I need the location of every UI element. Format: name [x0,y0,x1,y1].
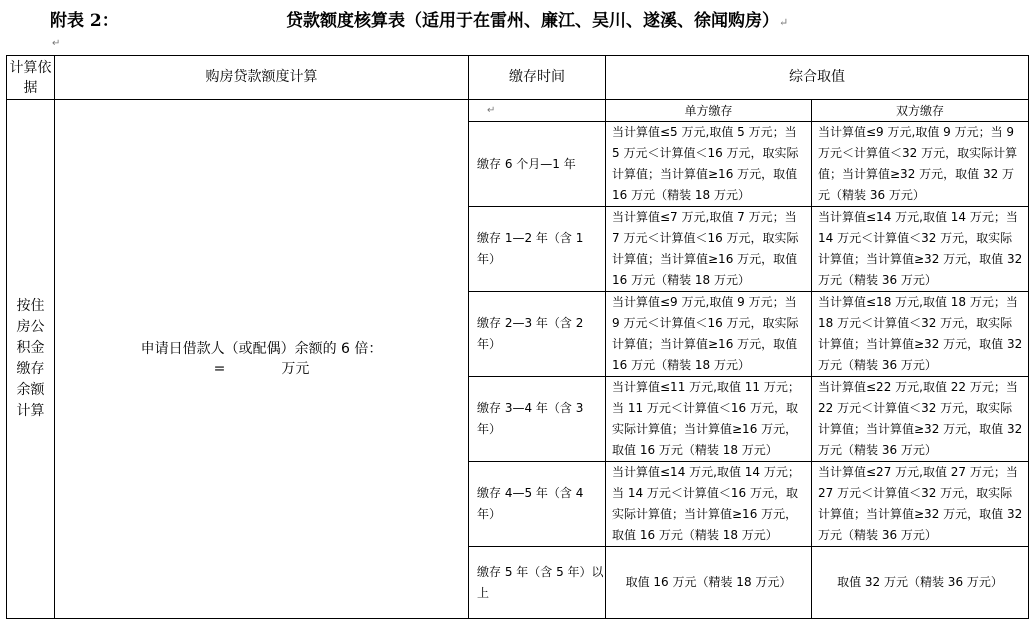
formula-line-2: = 万元 [213,361,310,377]
double-value-cell: 当计算值≤18 万元,取值 18 万元；当 18 万元＜计算值＜32 万元，取实际计算值；当计算值≥32 万元，取值 32 万元（精装 36 万元） [812,292,1029,377]
double-value-cell: 当计算值≤9 万元,取值 9 万元；当 9 万元＜计算值＜32 万元，取实际计算值；当计算值≥32 万元，取值 32 万元（精装 36 万元） [812,122,1029,207]
period-subheader-empty: ↵ [469,100,606,122]
loan-quota-table [6,55,1029,619]
period-cell: 缴存 2—3 年（含 2 年） [469,292,606,377]
title-text: 贷款额度核算表（适用于在雷州、廉江、吴川、遂溪、徐闻购房） [286,11,779,31]
header-formula: 购房贷款额度计算 [55,56,469,100]
period-cell: 缴存 5 年（含 5 年）以上 [469,547,606,619]
single-value-cell: 当计算值≤11 万元,取值 11 万元；当 11 万元＜计算值＜16 万元，取实际计算值；当计算值≥16 万元，取值 16 万元（精装 18 万元） [606,377,812,462]
formula-cell [55,100,469,619]
page-title [286,6,788,31]
double-value-cell: 当计算值≤14 万元,取值 14 万元；当 14 万元＜计算值＜32 万元，取实际计算值；当计算值≥32 万元，取值 32 万元（精装 36 万元） [812,207,1029,292]
single-value-cell: 当计算值≤14 万元,取值 14 万元；当 14 万元＜计算值＜16 万元，取实际计算值；当计算值≥16 万元，取值 16 万元（精装 18 万元） [606,462,812,547]
period-cell: 缴存 4—5 年（含 4 年） [469,462,606,547]
single-value-cell: 取值 16 万元（精装 18 万元） [606,547,812,619]
basis-cell: 按住房公积金缴存余额计算 [7,100,55,619]
single-value-cell: 当计算值≤9 万元,取值 9 万元；当 9 万元＜计算值＜16 万元，取实际计算值；当计算值≥16 万元，取值 16 万元（精装 18 万元） [606,292,812,377]
paragraph-mark-icon: ↵ [779,16,789,29]
double-value-cell: 取值 32 万元（精装 36 万元） [812,547,1029,619]
period-cell: 缴存 6 个月—1 年 [469,122,606,207]
single-value-cell: 当计算值≤5 万元,取值 5 万元；当 5 万元＜计算值＜16 万元，取实际计算值；当计算值≥16 万元，取值 16 万元（精装 18 万元） [606,122,812,207]
subheader-double: 双方缴存 [812,100,1029,122]
formula-line-1: 申请日借款人（或配偶）余额的 6 倍： [140,341,383,357]
header-value: 综合取值 [606,56,1029,100]
paragraph-mark-icon: ↵ [52,38,61,49]
annex-label: 附表 2： [50,11,119,31]
double-value-cell: 当计算值≤22 万元,取值 22 万元；当 22 万元＜计算值＜32 万元，取实际计算值；当计算值≥32 万元，取值 32 万元（精装 36 万元） [812,377,1029,462]
period-cell: 缴存 1—2 年（含 1 年） [469,207,606,292]
single-value-cell: 当计算值≤7 万元,取值 7 万元；当 7 万元＜计算值＜16 万元，取实际计算值；当计算值≥16 万元，取值 16 万元（精装 18 万元） [606,207,812,292]
header-period: 缴存时间 [469,56,606,100]
double-value-cell: 当计算值≤27 万元,取值 27 万元；当 27 万元＜计算值＜32 万元，取实际计算值；当计算值≥32 万元，取值 32 万元（精装 36 万元） [812,462,1029,547]
subheader-single: 单方缴存 [606,100,812,122]
period-cell: 缴存 3—4 年（含 3 年） [469,377,606,462]
header-basis: 计算依据 [7,56,55,100]
